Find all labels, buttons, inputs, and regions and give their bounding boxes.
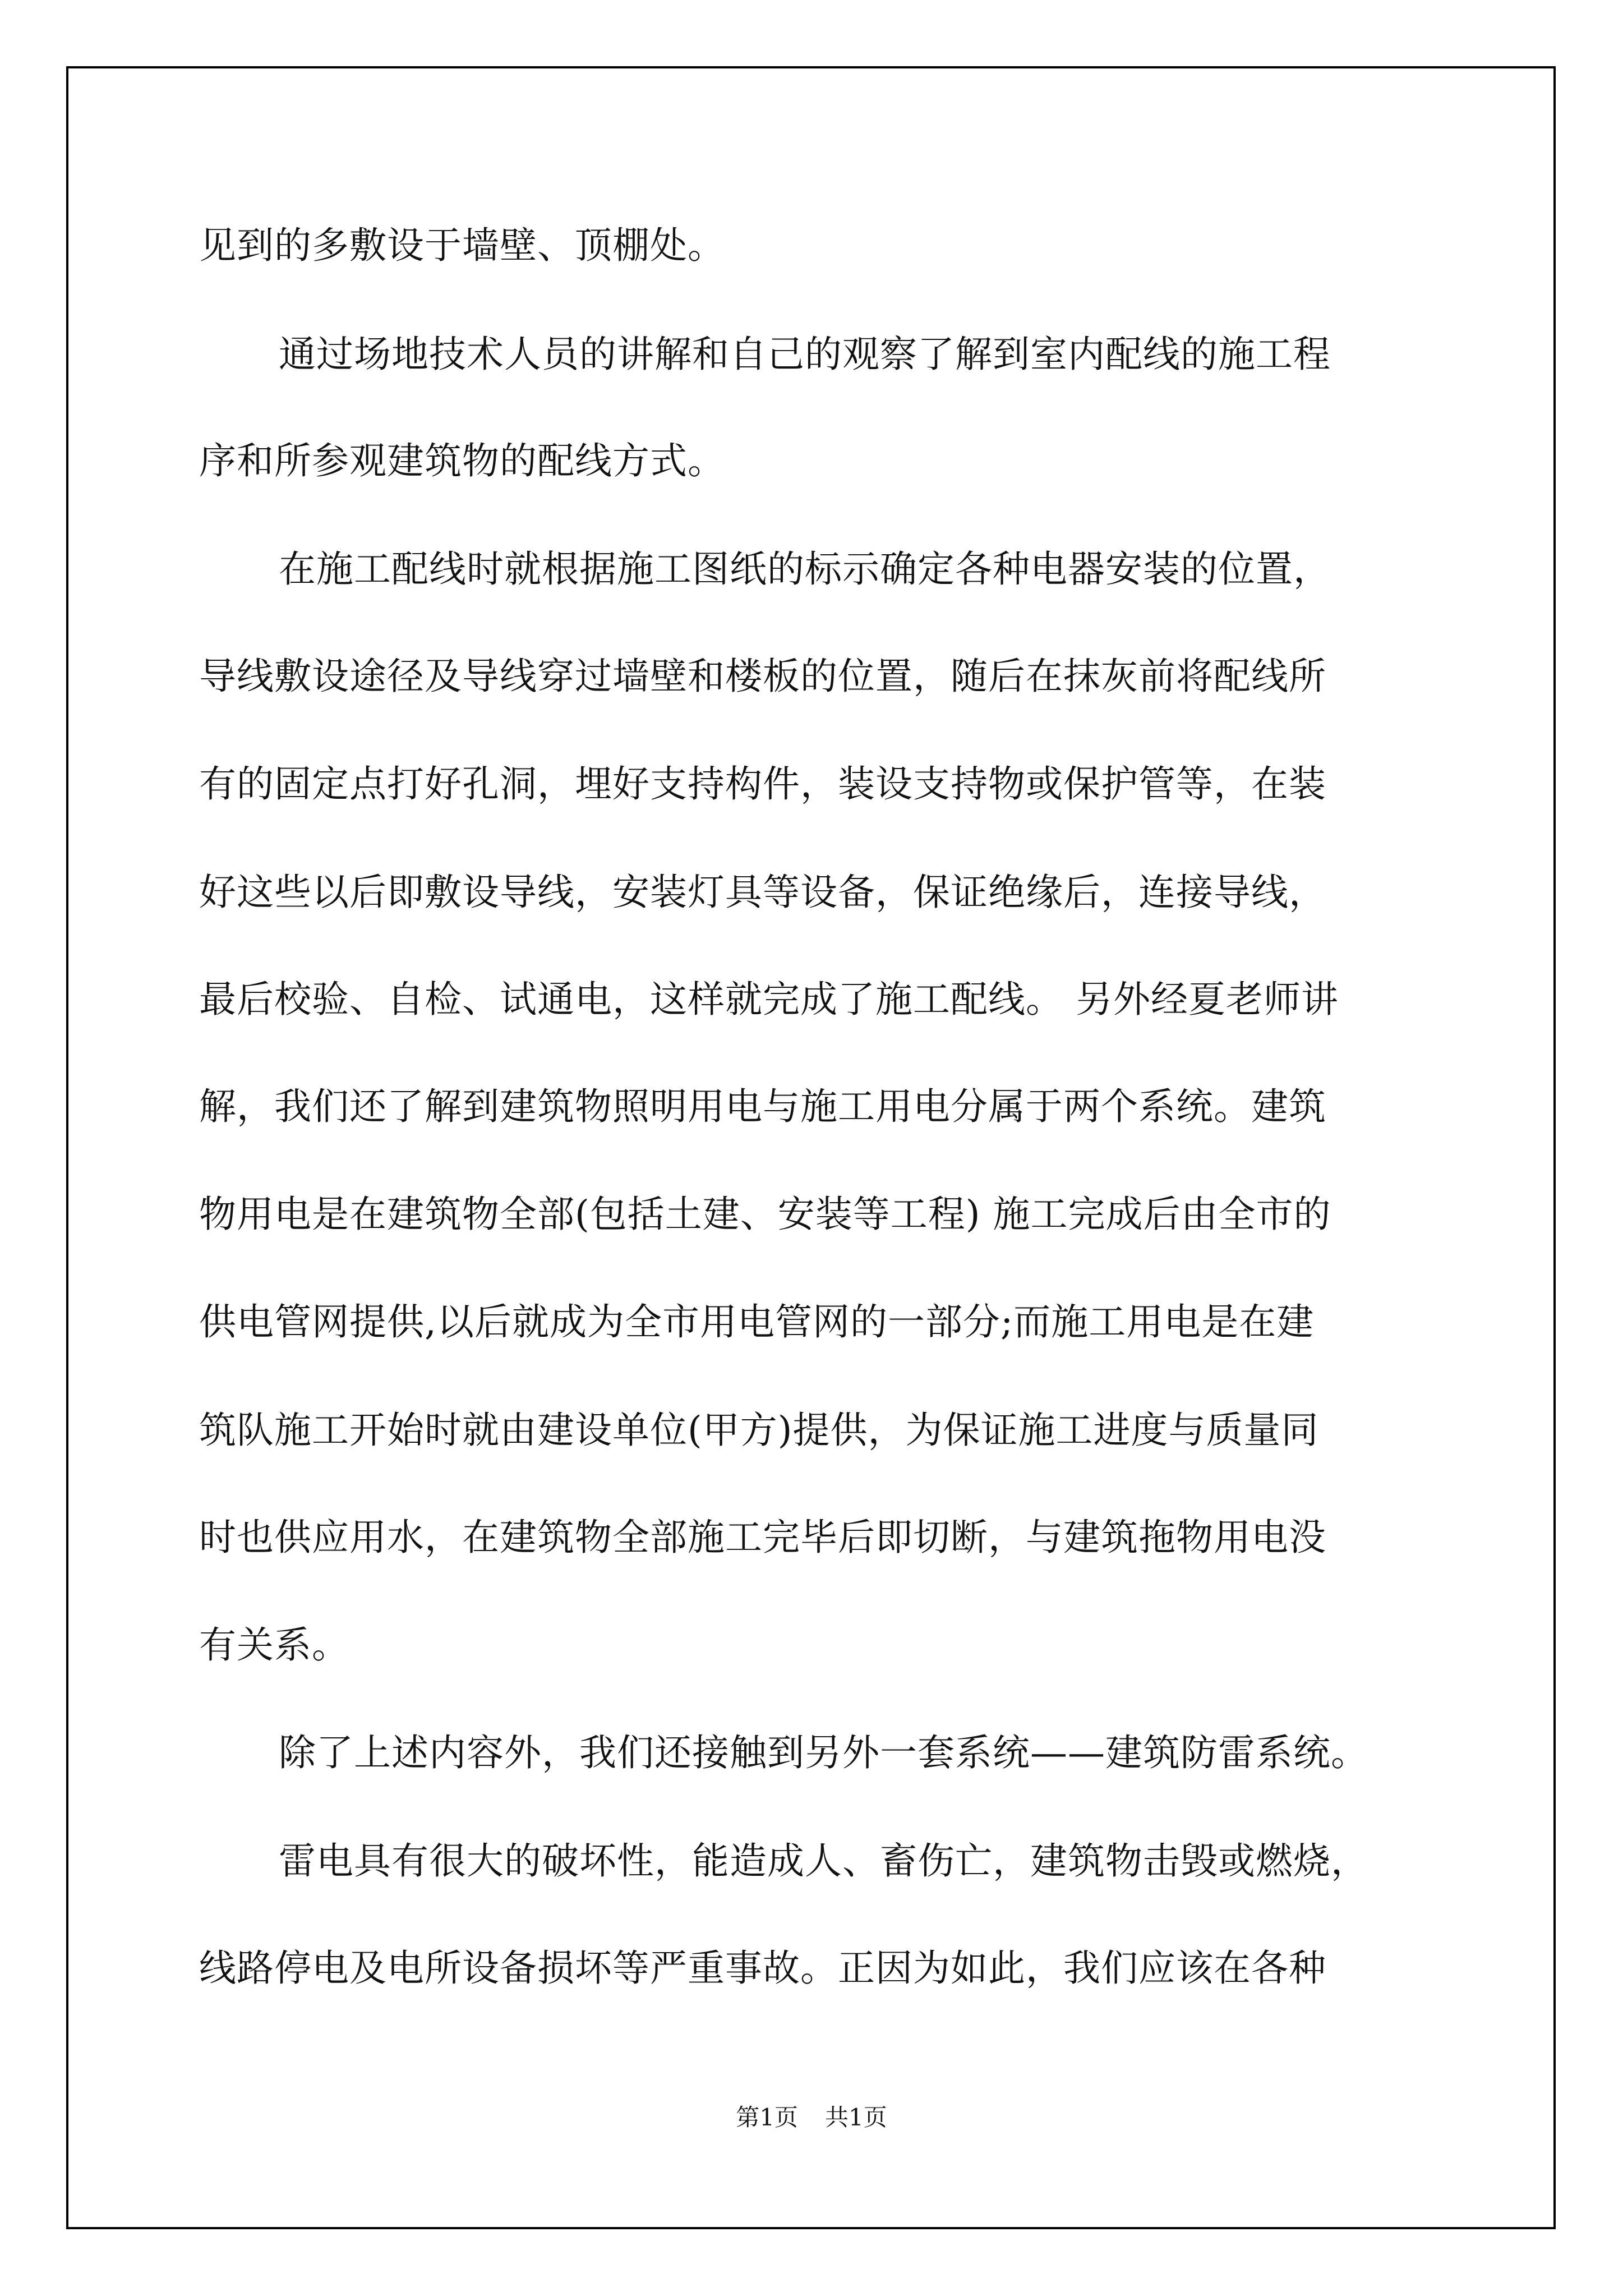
text-line: 序和所参观建筑物的配线方式。 <box>199 439 725 482</box>
text-line: 除了上述内容外，我们还接触到另外一套系统——建筑防雷系统。 <box>279 1731 1368 1774</box>
text-line: 见到的多敷设于墙壁、顶棚处。 <box>199 224 725 267</box>
text-line: 时也供应用水，在建筑物全部施工完毕后即切断，与建筑拖物用电没 <box>199 1516 1326 1559</box>
text-line: 导线敷设途径及导线穿过墙壁和楼板的位置，随后在抹灰前将配线所 <box>199 655 1326 698</box>
text-line: 最后校验、自检、试通电，这样就完成了施工配线。 另外经夏老师讲 <box>199 978 1339 1021</box>
page-number: 第1页 <box>736 2104 798 2131</box>
page-footer <box>0 2101 1623 2134</box>
text-line: 有关系。 <box>199 1623 349 1667</box>
page-border <box>66 66 1556 2229</box>
text-line: 有的固定点打好孔洞，埋好支持构件，装设支持物或保护管等，在装 <box>199 762 1326 806</box>
text-line: 雷电具有很大的破坏性，能造成人、畜伤亡，建筑物击毁或燃烧， <box>279 1839 1368 1883</box>
text-line: 在施工配线时就根据施工图纸的标示确定各种电器安装的位置， <box>279 547 1331 591</box>
text-line: 通过场地技术人员的讲解和自己的观察了解到室内配线的施工程 <box>279 333 1331 376</box>
text-line: 线路停电及电所设备损坏等严重事故。正因为如此，我们应该在各种 <box>199 1947 1326 1990</box>
page-total: 共1页 <box>825 2104 887 2131</box>
text-line: 解，我们还了解到建筑物照明用电与施工用电分属于两个系统。建筑 <box>199 1085 1326 1128</box>
text-line: 筑队施工开始时就由建设单位(甲方)提供，为保证施工进度与质量同 <box>199 1409 1319 1452</box>
text-line: 物用电是在建筑物全部(包括土建、安装等工程) 施工完成后由全市的 <box>199 1193 1331 1236</box>
text-line: 供电管网提供,以后就成为全市用电管网的一部分;而施工用电是在建 <box>199 1300 1315 1343</box>
text-line: 好这些以后即敷设导线，安装灯具等设备，保证绝缘后，连接导线， <box>199 871 1326 914</box>
